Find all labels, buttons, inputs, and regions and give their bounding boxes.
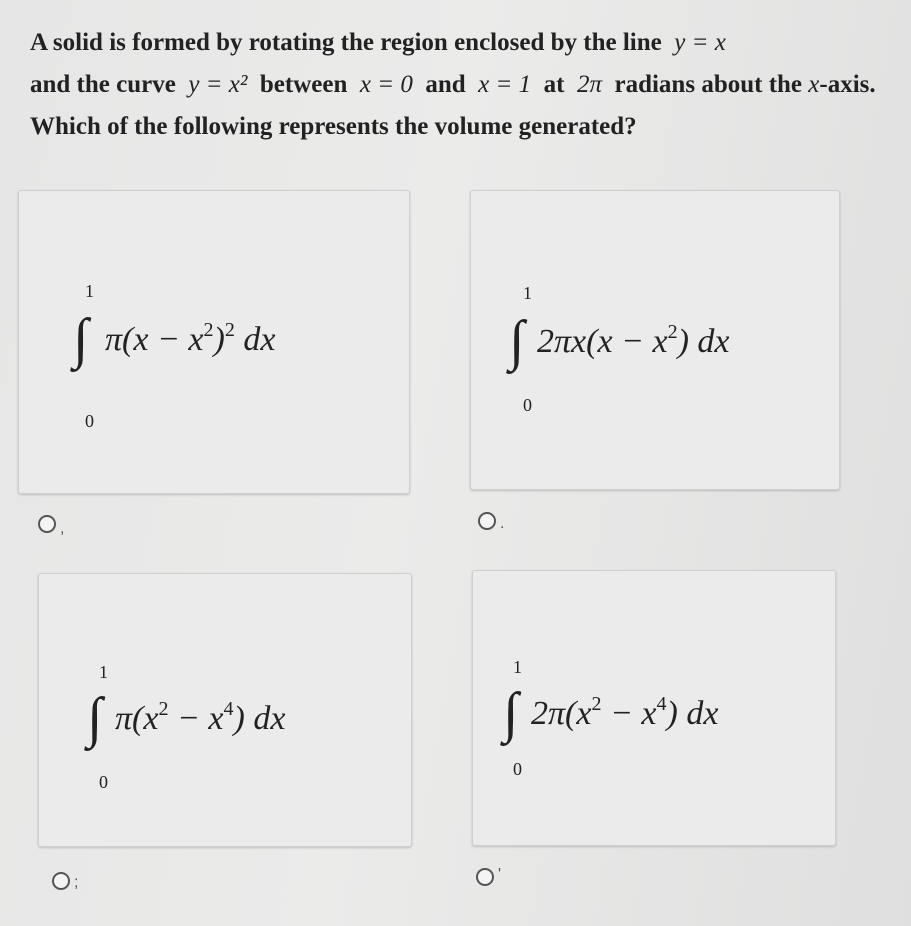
lower-limit: 0 xyxy=(99,772,108,792)
integrand xyxy=(531,693,718,733)
question-line-2-text-b: between xyxy=(259,71,348,98)
answer-card-2[interactable] xyxy=(470,190,840,490)
question-line-2-text-f: -axis. xyxy=(819,71,876,98)
answer-card-1[interactable] xyxy=(18,190,410,494)
lower-limit: 0 xyxy=(523,395,532,415)
integrand-part-c: ) dx xyxy=(233,700,286,737)
question-line-1-text: A solid is formed by rotating the region enclosed by the line xyxy=(30,29,662,56)
radio-mark-1: , xyxy=(60,520,65,537)
integrand-part-b: − x xyxy=(168,700,224,737)
lower-limit: 0 xyxy=(85,411,94,431)
integrand-part-a: 2π(x xyxy=(531,695,592,732)
exponent-b: 4 xyxy=(656,693,667,715)
radio-option-3[interactable] xyxy=(52,872,70,890)
lower-bound-eq: x = 0 xyxy=(359,71,413,98)
integrand-part-a: π(x xyxy=(115,700,159,737)
upper-limit: 1 xyxy=(513,657,522,677)
question-line-2-text-d: at xyxy=(543,71,565,98)
exponent-b: 2 xyxy=(224,319,235,341)
integrand-part-c: ) dx xyxy=(666,695,719,732)
radio-mark-3: ; xyxy=(74,874,79,891)
radio-option-1[interactable] xyxy=(38,515,56,533)
integral-sign: ∫ xyxy=(73,308,89,370)
radio-option-2[interactable] xyxy=(478,512,496,530)
integral-sign: ∫ xyxy=(509,310,525,372)
integrand-part-a: 2πx(x − x xyxy=(537,323,668,360)
exponent-b: 4 xyxy=(223,698,234,720)
answer-card-3[interactable] xyxy=(38,573,412,847)
axis-variable: x xyxy=(808,71,820,98)
question-line-2 xyxy=(30,64,890,106)
exponent-a: 2 xyxy=(591,693,602,715)
integral-sign: ∫ xyxy=(87,687,103,749)
integrand xyxy=(537,321,730,361)
equation-curve: y = x² xyxy=(188,71,248,98)
exponent-a: 2 xyxy=(203,319,214,341)
equation-line: y = x xyxy=(674,29,726,56)
integrand-part-b: − x xyxy=(601,695,657,732)
exponent-a: 2 xyxy=(667,321,678,343)
rotation-angle: 2π xyxy=(576,71,602,98)
question-line-2-text-a: and the curve xyxy=(30,71,176,98)
lower-limit: 0 xyxy=(513,759,522,779)
integral-sign: ∫ xyxy=(503,682,519,744)
question-line-1 xyxy=(30,22,890,64)
question-line-2-text-c: and xyxy=(425,71,466,98)
integrand xyxy=(105,319,275,359)
integrand-part-c: dx xyxy=(234,321,276,358)
integrand-part-b: ) xyxy=(213,321,225,358)
radio-option-4[interactable] xyxy=(476,868,494,886)
radio-mark-2: . xyxy=(500,515,505,532)
upper-limit: 1 xyxy=(99,662,108,682)
answer-card-4[interactable] xyxy=(472,570,836,846)
integrand-part-a: π(x − x xyxy=(105,321,204,358)
upper-limit: 1 xyxy=(523,283,532,303)
radio-mark-4: ' xyxy=(498,866,502,883)
upper-limit: 1 xyxy=(85,281,94,301)
question-line-3: Which of the following represents the volume generated? xyxy=(30,113,637,140)
integrand xyxy=(115,698,285,738)
integrand-part-b: ) dx xyxy=(677,323,730,360)
exponent-a: 2 xyxy=(158,698,169,720)
question-text xyxy=(30,22,890,148)
question-line-2-text-e: radians about the xyxy=(614,71,803,98)
upper-bound-eq: x = 1 xyxy=(478,71,532,98)
